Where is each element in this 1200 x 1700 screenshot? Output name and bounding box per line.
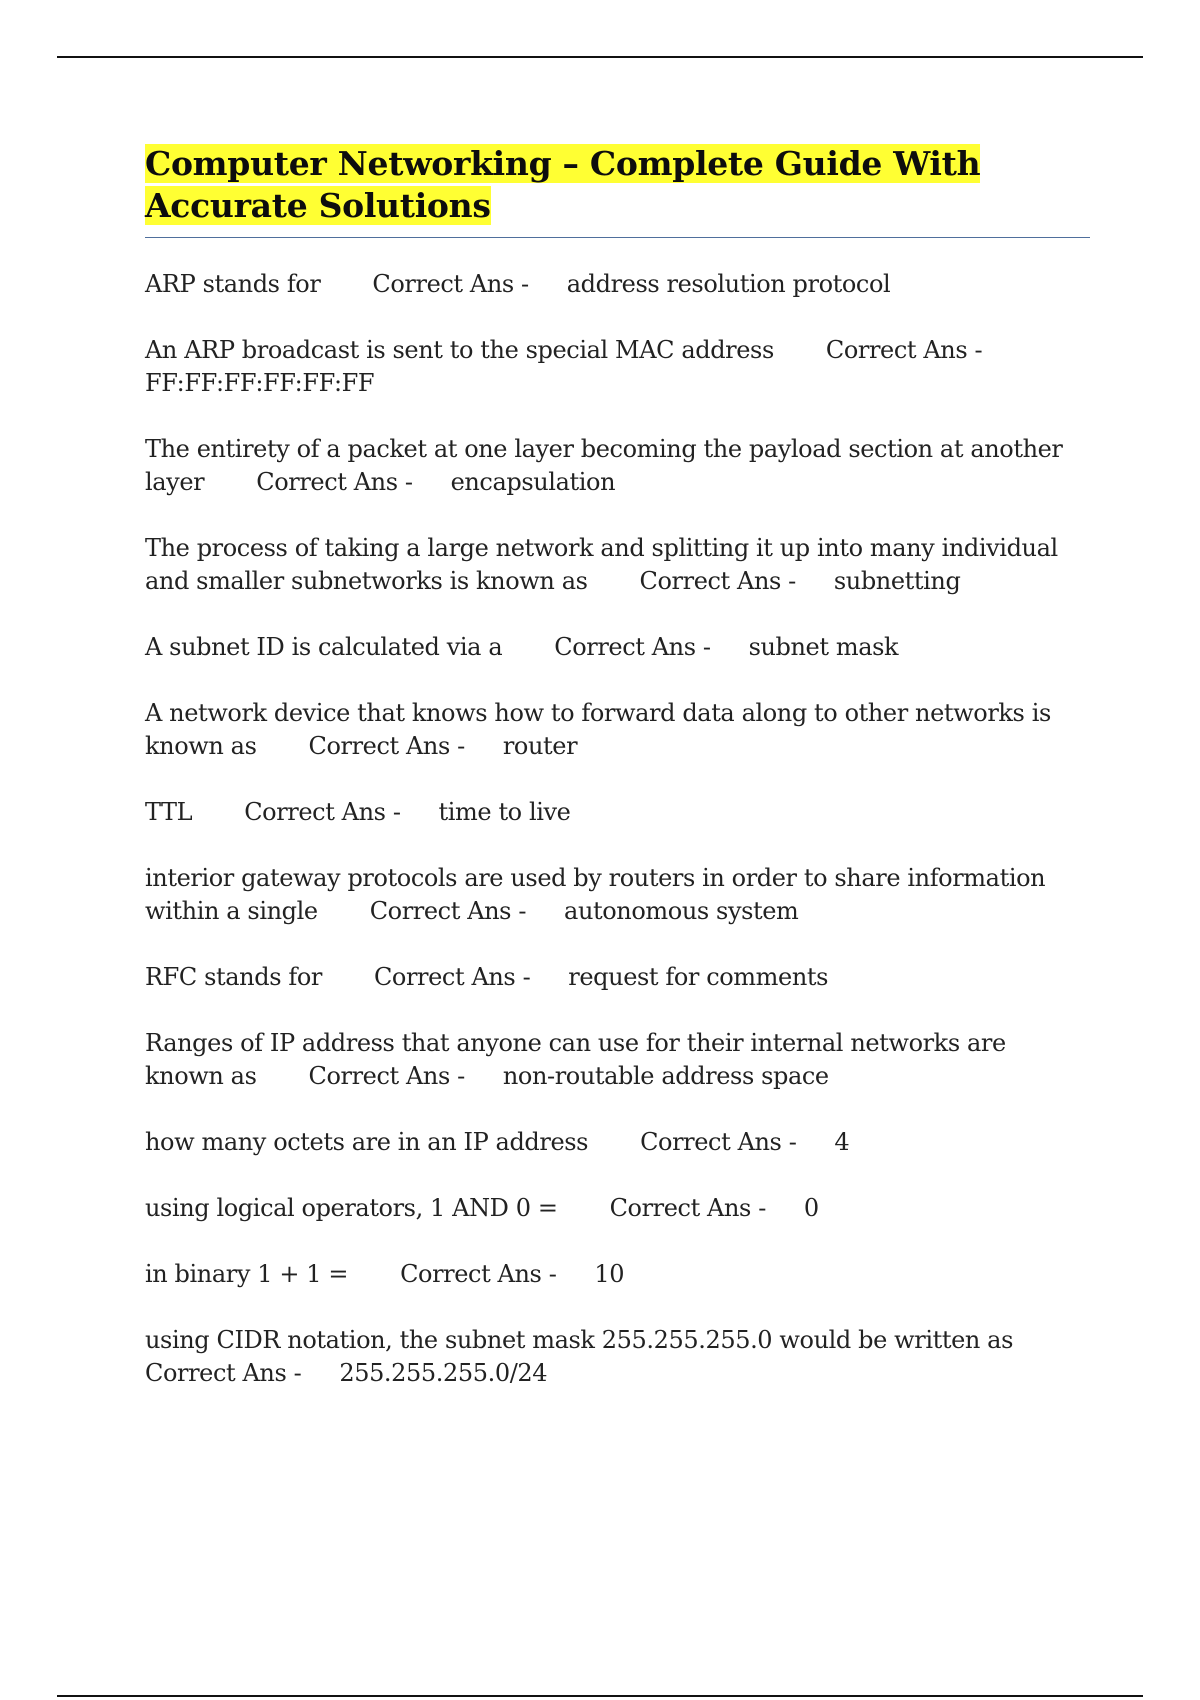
answer-text: 255.255.255.0/24 — [339, 1359, 548, 1387]
question-text: RFC stands for — [145, 963, 322, 991]
title-underline — [145, 237, 1090, 238]
question-text: ARP stands for — [145, 270, 321, 298]
answer-text: time to live — [438, 798, 571, 826]
answer-text: autonomous system — [564, 897, 799, 925]
qa-item — [145, 697, 1090, 763]
qa-item — [145, 1192, 1090, 1225]
title-highlight: Computer Networking – Complete Guide With Accurate Solutions — [145, 144, 981, 225]
question-text: An ARP broadcast is sent to the special MAC address — [145, 336, 774, 364]
document-body — [145, 143, 1090, 1423]
qa-item — [145, 268, 1090, 301]
answer-text: non-routable address space — [502, 1062, 829, 1090]
answer-text: request for comments — [568, 963, 829, 991]
answer-text: subnetting — [833, 567, 961, 595]
answer-text: 0 — [803, 1194, 819, 1222]
qa-list — [145, 268, 1090, 1390]
question-text: in binary 1 + 1 = — [145, 1260, 349, 1288]
answer-label: Correct Ans - — [609, 1194, 766, 1222]
answer-label: Correct Ans - — [554, 633, 711, 661]
answer-text: router — [502, 732, 578, 760]
answer-label: Correct Ans - — [639, 567, 796, 595]
answer-label: Correct Ans - — [308, 732, 465, 760]
qa-item — [145, 1027, 1090, 1093]
answer-text: subnet mask — [748, 633, 899, 661]
qa-item — [145, 796, 1090, 829]
answer-text: 10 — [594, 1260, 625, 1288]
qa-item — [145, 334, 1090, 400]
qa-item — [145, 862, 1090, 928]
answer-text: address resolution protocol — [566, 270, 891, 298]
question-text: interior gateway protocols are used by routers in order to share information within a single — [145, 864, 1046, 925]
qa-item — [145, 1258, 1090, 1291]
question-text: using CIDR notation, the subnet mask 255.255.255.0 would be written as — [145, 1326, 1014, 1354]
answer-label: Correct Ans - — [400, 1260, 557, 1288]
answer-text: FF:FF:FF:FF:FF:FF — [145, 369, 375, 397]
document-title — [145, 143, 1090, 227]
question-text: TTL — [145, 798, 193, 826]
qa-item — [145, 631, 1090, 664]
answer-label: Correct Ans - — [369, 897, 527, 925]
answer-text: encapsulation — [450, 468, 616, 496]
answer-label: Correct Ans - — [256, 468, 413, 496]
question-text: The entirety of a packet at one layer becoming the payload section at another layer — [145, 435, 1063, 496]
answer-text: 4 — [834, 1128, 850, 1156]
qa-item — [145, 433, 1090, 499]
answer-label: Correct Ans - — [372, 270, 529, 298]
header-rule — [57, 56, 1143, 58]
question-text: using logical operators, 1 AND 0 = — [145, 1194, 558, 1222]
answer-label: Correct Ans - — [244, 798, 401, 826]
qa-item — [145, 961, 1090, 994]
answer-label: Correct Ans - — [145, 1359, 302, 1387]
question-text: The process of taking a large network and splitting it up into many individual and smaller subnetworks is known as — [145, 534, 1058, 595]
question-text: Ranges of IP address that anyone can use for their internal networks are known as — [145, 1029, 1006, 1090]
answer-label: Correct Ans - — [373, 963, 531, 991]
question-text: how many octets are in an IP address — [145, 1128, 589, 1156]
footer-rule — [57, 1695, 1143, 1697]
question-text: A network device that knows how to forward data along to other networks is known as — [145, 699, 1051, 760]
qa-item — [145, 1324, 1090, 1390]
qa-item — [145, 532, 1090, 598]
qa-item — [145, 1126, 1090, 1159]
answer-label: Correct Ans - — [825, 336, 983, 364]
question-text: A subnet ID is calculated via a — [145, 633, 503, 661]
answer-label: Correct Ans - — [308, 1062, 465, 1090]
answer-label: Correct Ans - — [640, 1128, 797, 1156]
